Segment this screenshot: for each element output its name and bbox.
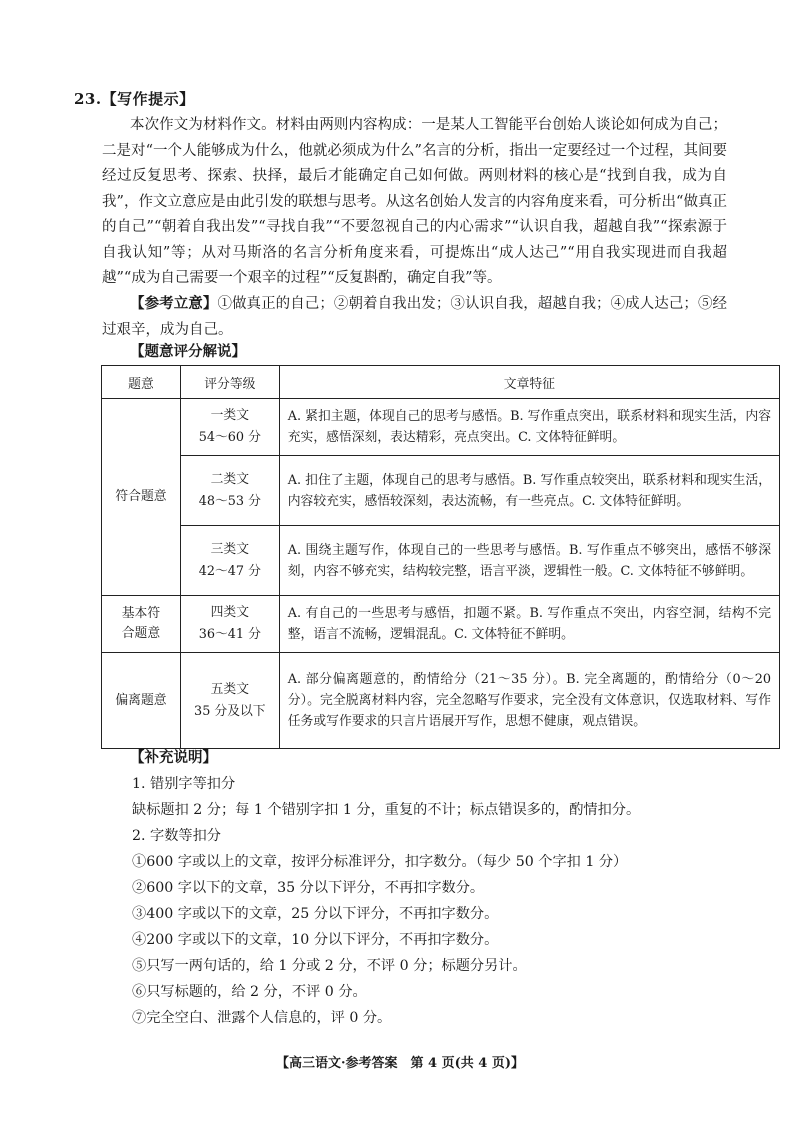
- table-row: [102, 653, 780, 749]
- question-heading: [74, 88, 195, 109]
- table-row: [102, 399, 780, 456]
- description-cell: A. 紧扣主题，体现自己的思考与感悟。B. 写作重点突出，联系材料和现实生活，内容充实，感悟深刻，表达精彩，亮点突出。C. 文体特征鲜明。: [279, 399, 779, 456]
- grade-range: 42～47 分: [198, 563, 261, 579]
- grade-range: 48～53 分: [198, 493, 261, 509]
- list-item: ⑦完全空白、泄露个人信息的，评 0 分。: [132, 1010, 392, 1026]
- grade-name: 五类文: [210, 681, 250, 697]
- reference-label: 【参考立意】: [130, 295, 218, 312]
- list-item: ⑥只写标题的，给 2 分，不评 0 分。: [132, 984, 367, 1000]
- description-cell: A. 部分偏离题意的，酌情给分（21～35 分）。B. 完全离题的，酌情给分（0～20 分）。完全脱离材料内容，完全忽略写作要求，完全没有文体意识，仅选取材料、写作任务或写作要求的只言片语展开写作，思想不健康，观点错误。: [279, 653, 779, 749]
- supplement-section-title: 2. 字数等扣分: [132, 828, 221, 844]
- description-cell: A. 扣住了主题，体现自己的思考与感悟。B. 写作重点较突出，联系材料和现实生活，内容较充实，感悟较深刻，表达流畅，有一些亮点。C. 文体特征鲜明。: [279, 456, 779, 526]
- category-cell: [102, 596, 181, 653]
- supplement-section-text: 缺标题扣 2 分；每 1 个错别字扣 1 分，重复的不计；标点错误多的，酌情扣分。: [132, 802, 641, 818]
- grade-range: 36～41 分: [198, 627, 261, 642]
- description-cell: A. 围绕主题写作，体现自己的一些思考与感悟。B. 写作重点不够突出，感悟不够深刻，内容不够充实，结构较完整，语言平淡，逻辑性一般。C. 文体特征不够鲜明。: [279, 526, 779, 596]
- list-item: ②600 字以下的文章，35 分以下评分，不再扣字数分。: [132, 880, 485, 896]
- grade-range: 54～60 分: [198, 430, 261, 445]
- question-number: 23.: [74, 90, 102, 108]
- grade-range: 35 分及以下: [194, 703, 266, 719]
- grade-name: 三类文: [210, 541, 250, 557]
- category-cell: 偏离题意: [102, 653, 181, 749]
- intro-paragraph: [102, 113, 727, 292]
- category-cell: 符合题意: [102, 399, 181, 596]
- intro-text: 本次作文为材料作文。材料由两则内容构成：一是某人工智能平台创始人谈论如何成为自己；二是对“一个人能够成为什么，他就必须成为什么”名言的分析，指出一定要经过一个过程，其间要经过反复思考、探索、抉择，最后才能确定自己如何做。两则材料的核心是“找到自我，成为自我”，作文立意应是由此引发的联想与思考。从这名创始人发言的内容角度来看，可分析出“做真正的自己”“朝着自我出发”“寻找自我”“不要忽视自己的内心需求”“认识自我，超越自我”“探索源于自我认知”等；从对马斯洛的名言分析角度来看，可提炼出“成人达己”“用自我实现进而自我超越”“成为自己需要一个艰辛的过程”“反复斟酌，确定自我”等。: [102, 117, 728, 286]
- table-row: [102, 526, 780, 596]
- header-topic: 题意: [102, 366, 181, 399]
- table-header-row: [102, 366, 780, 399]
- supplement-label: 【补充说明】: [130, 749, 217, 766]
- supplement-section-title: 1. 错别字等扣分: [132, 776, 236, 792]
- category-line: 合题意: [121, 626, 161, 641]
- reference-text: ①做真正的自己；②朝着自我出发；③认识自我，超越自我；④成人达己；⑤经过艰辛，成为自己。: [102, 296, 728, 338]
- list-item: ⑤只写一两句话的，给 1 分或 2 分，不评 0 分；标题分另计。: [132, 958, 527, 974]
- list-item: ③400 字或以下的文章，25 分以下评分，不再扣字数分。: [132, 906, 499, 922]
- table-row: [102, 596, 780, 653]
- description-cell: A. 有自己的一些思考与感悟，扣题不紧。B. 写作重点不突出，内容空洞，结构不完整，语言不流畅，逻辑混乱。C. 文体特征不鲜明。: [279, 596, 779, 653]
- page-footer: 【高三语文·参考答案 第 4 页(共 4 页)】: [275, 1056, 525, 1071]
- grade-cell: [180, 653, 279, 749]
- grade-name: 四类文: [210, 605, 250, 620]
- grade-cell: [180, 596, 279, 653]
- header-grade: 评分等级: [180, 366, 279, 399]
- rubric-label: 【题意评分解说】: [130, 343, 246, 360]
- rubric-table: [101, 365, 780, 749]
- list-item: ①600 字或以上的文章，按评分标准评分，扣字数分。（每少 50 个字扣 1 分）: [132, 854, 628, 870]
- grade-cell: [180, 456, 279, 526]
- list-item: ④200 字或以下的文章，10 分以下评分，不再扣字数分。: [132, 932, 499, 948]
- category-line: 基本符: [121, 606, 161, 621]
- grade-cell: [180, 526, 279, 596]
- grade-cell: [180, 399, 279, 456]
- grade-name: 二类文: [210, 471, 250, 487]
- reference-paragraph: [102, 291, 727, 343]
- question-title: 【写作提示】: [101, 90, 195, 108]
- table-row: [102, 456, 780, 526]
- grade-name: 一类文: [210, 408, 250, 423]
- header-features: 文章特征: [279, 366, 779, 399]
